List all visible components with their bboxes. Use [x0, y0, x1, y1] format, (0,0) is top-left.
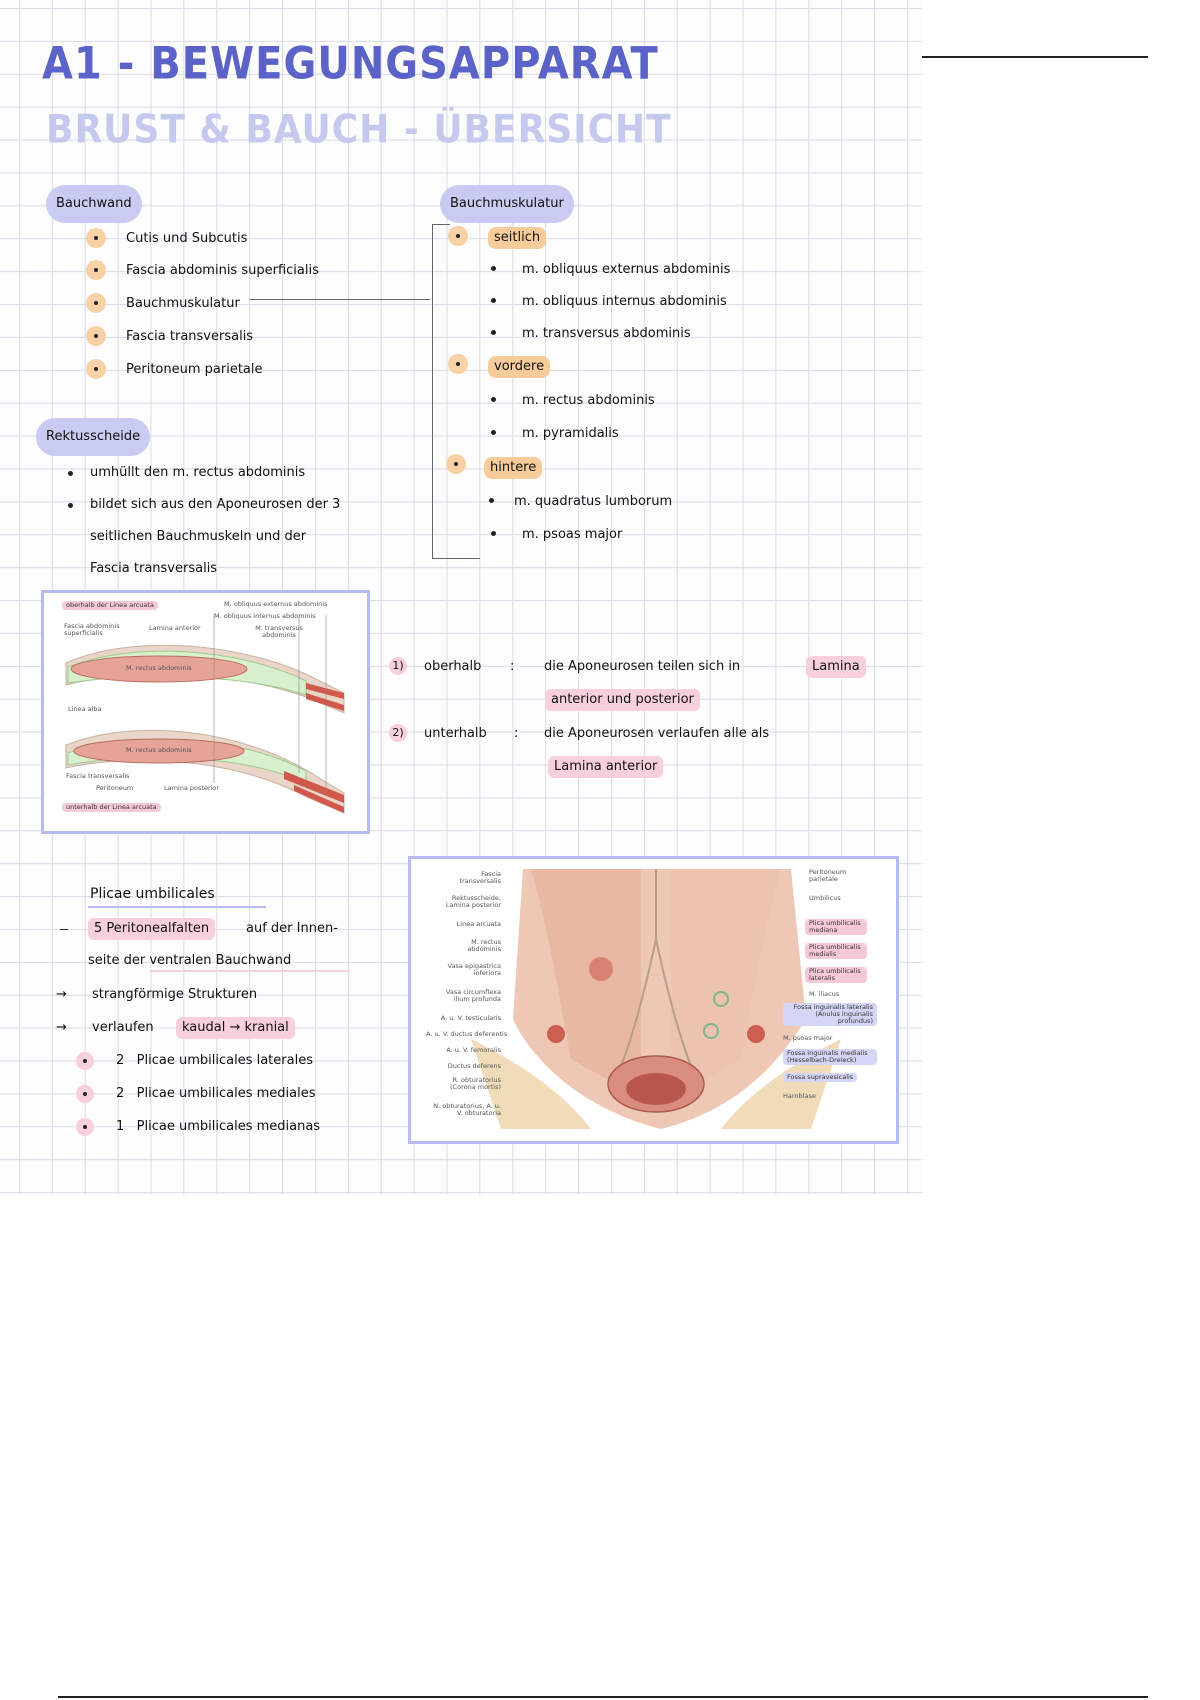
fig1-label: Peritoneum — [96, 784, 134, 792]
bullet — [76, 1052, 94, 1070]
dash-bullet — [60, 929, 68, 930]
note-highlight: Lamina anterior — [548, 756, 663, 778]
plicae-highlight: kaudal → kranial — [176, 1017, 295, 1039]
fig2-right-blue-label: Fossa inguinalis lateralis (Anulus inguinalis profundus) — [783, 1003, 877, 1026]
connector-line — [250, 299, 430, 300]
fig2-left-label: Vasa epigastrica inferiora — [447, 962, 501, 977]
rektusscheide-figure — [41, 590, 370, 834]
bullet-dot — [491, 298, 496, 303]
fig2-right-blue-label: Fossa supravesicalis — [783, 1073, 857, 1082]
bauchwand-item: Cutis und Subcutis — [126, 231, 248, 246]
bracket-bottom — [432, 558, 480, 559]
bauchwand-innen-figure — [408, 856, 899, 1144]
top-rule — [922, 56, 1148, 58]
bottom-rule — [58, 1696, 1148, 1698]
fig2-left-label: A. u. V. ductus deferentis — [426, 1030, 508, 1038]
fig2-left-label: A. u. V. testicularis — [440, 1014, 501, 1022]
plicae-subitem: 2 Plicae umbilicales laterales — [116, 1053, 313, 1068]
muscle-item: m. pyramidalis — [522, 426, 619, 441]
bauchwand-heading: Bauchwand — [46, 185, 142, 223]
bullet-dot — [491, 266, 496, 271]
bullet — [76, 1118, 94, 1136]
fig1-label: M. obliquus externus abdominis — [224, 600, 328, 608]
note-number: 1) — [389, 657, 407, 675]
plicae-heading: Plicae umbilicales — [90, 886, 215, 902]
fig1-label: Lamina anterior — [149, 624, 201, 632]
note-label: oberhalb — [424, 659, 482, 674]
page-title: A1 - BEWEGUNGSAPPARAT — [42, 38, 659, 90]
fig2-left-label: Ductus deferens — [447, 1062, 501, 1070]
fig2-left-label: Fascia transversalis — [459, 870, 501, 885]
bracket-top — [432, 224, 450, 225]
fig2-left-label: A. u. V. femoralis — [446, 1046, 501, 1054]
bullet — [86, 359, 106, 379]
plicae-heading-underline — [88, 906, 266, 908]
bracket-line — [432, 224, 433, 558]
plicae-line: 5 Peritonealfalten — [88, 918, 215, 940]
fig2-right-label: M. iliacus — [809, 990, 840, 998]
note-colon: : — [514, 726, 519, 741]
group-label-hintere: hintere — [484, 457, 542, 479]
fig2-right-blue-label: Fossa inguinalis medialis (Hesselbach-Dreieck) — [783, 1049, 877, 1065]
fig1-label: Linea alba — [68, 705, 102, 713]
fig1-label: Fascia transversalis — [66, 772, 130, 780]
bullet — [76, 1085, 94, 1103]
fig2-left-label: Linea arcuata — [456, 920, 501, 928]
plicae-line: auf der Innen- — [246, 921, 338, 936]
bauchwand-item: Bauchmuskulatur — [126, 296, 240, 311]
rektusscheide-item: bildet sich aus den Aponeurosen der 3 — [90, 497, 341, 512]
fig2-left-label: N. obturatorius, A. u. V. obturatoria — [433, 1102, 501, 1117]
muscle-item: m. obliquus externus abdominis — [522, 262, 731, 277]
bullet-dot — [491, 531, 496, 536]
bullet — [448, 226, 468, 246]
group-label-vordere: vordere — [488, 356, 550, 378]
note-text: die Aponeurosen teilen sich in — [544, 659, 741, 674]
plicae-line: seite der ventralen Bauchwand — [88, 953, 292, 968]
fig1-label-rectus: M. rectus abdominis — [126, 664, 192, 672]
fig2-left-label: M. rectus abdominis — [467, 938, 501, 953]
rektusscheide-heading: Rektusscheide — [36, 418, 150, 456]
fig2-right-label: M. psoas major — [783, 1034, 833, 1042]
note-highlight: Lamina — [806, 656, 866, 678]
rektusscheide-item: Fascia transversalis — [90, 561, 218, 576]
bullet — [86, 228, 106, 248]
fig2-right-label: Peritoneum parietale — [809, 868, 847, 883]
note-text: die Aponeurosen verlaufen alle als — [544, 726, 770, 741]
group-label-seitlich: seitlich — [488, 227, 546, 249]
fig2-right-pink-label: Plica umbilicalis medialis — [805, 943, 867, 959]
fig2-right-label: Harnblase — [783, 1092, 816, 1100]
rektusscheide-item: umhüllt den m. rectus abdominis — [90, 465, 306, 480]
bullet — [448, 354, 468, 374]
fig1-label: M. obliquus internus abdominis — [214, 612, 316, 620]
arrow-bullet: → — [56, 987, 67, 1002]
bullet-dot — [491, 397, 496, 402]
bullet — [86, 260, 106, 280]
arrow-bullet: → — [56, 1020, 67, 1035]
plicae-subitem: 2 Plicae umbilicales mediales — [116, 1086, 316, 1101]
fig1-label: Lamina posterior — [164, 784, 220, 792]
fig1-top-label: oberhalb der Linea arcuata — [62, 601, 158, 610]
note-number: 2) — [389, 724, 407, 742]
note-colon: : — [510, 659, 515, 674]
muscle-item: m. transversus abdominis — [522, 326, 691, 341]
bullet-dot — [68, 503, 73, 508]
note-label: unterhalb — [424, 726, 487, 741]
bullet — [86, 326, 106, 346]
bauchmuskulatur-heading: Bauchmuskulatur — [440, 185, 574, 223]
bullet-dot — [68, 471, 73, 476]
plicae-underline — [150, 970, 350, 972]
muscle-item: m. obliquus internus abdominis — [522, 294, 727, 309]
plicae-line: strangförmige Strukturen — [92, 987, 258, 1002]
bullet-dot — [491, 430, 496, 435]
muscle-item: m. psoas major — [522, 527, 623, 542]
page-subtitle: BRUST & BAUCH - ÜBERSICHT — [46, 108, 672, 153]
bauchwand-item: Peritoneum parietale — [126, 362, 263, 377]
bullet-dot — [491, 330, 496, 335]
fig2-left-label: R. obturatorius (Corona mortis) — [450, 1076, 501, 1091]
plicae-line: verlaufen — [92, 1020, 154, 1035]
fig1-label: Fascia abdominis superficialis — [64, 622, 120, 637]
bauchwand-item: Fascia transversalis — [126, 329, 254, 344]
fig2-left-label: Vasa circumflexa ilium profunda — [445, 988, 501, 1003]
muscle-item: m. quadratus lumborum — [514, 494, 673, 509]
fig2-right-label: Umbilicus — [809, 894, 841, 902]
bullet — [446, 454, 466, 474]
fig2-right-pink-label: Plica umbilicalis mediana — [805, 919, 867, 935]
bullet — [86, 293, 106, 313]
fig1-label-rectus: M. rectus abdominis — [126, 746, 192, 754]
muscle-item: m. rectus abdominis — [522, 393, 655, 408]
fig1-bottom-label: unterhalb der Linea arcuata — [62, 803, 161, 812]
fig1-label: M. transversus abdominis — [255, 624, 303, 639]
rektusscheide-item: seitlichen Bauchmuskeln und der — [90, 529, 307, 544]
bullet-dot — [489, 498, 494, 503]
bauchwand-item: Fascia abdominis superficialis — [126, 263, 319, 278]
fig2-left-label: Rektusscheide, Lamina posterior — [445, 894, 501, 909]
fig2-right-pink-label: Plica umbilicalis lateralis — [805, 967, 867, 983]
plicae-subitem: 1 Plicae umbilicales medianas — [116, 1119, 321, 1134]
note-highlight: anterior und posterior — [545, 689, 700, 711]
